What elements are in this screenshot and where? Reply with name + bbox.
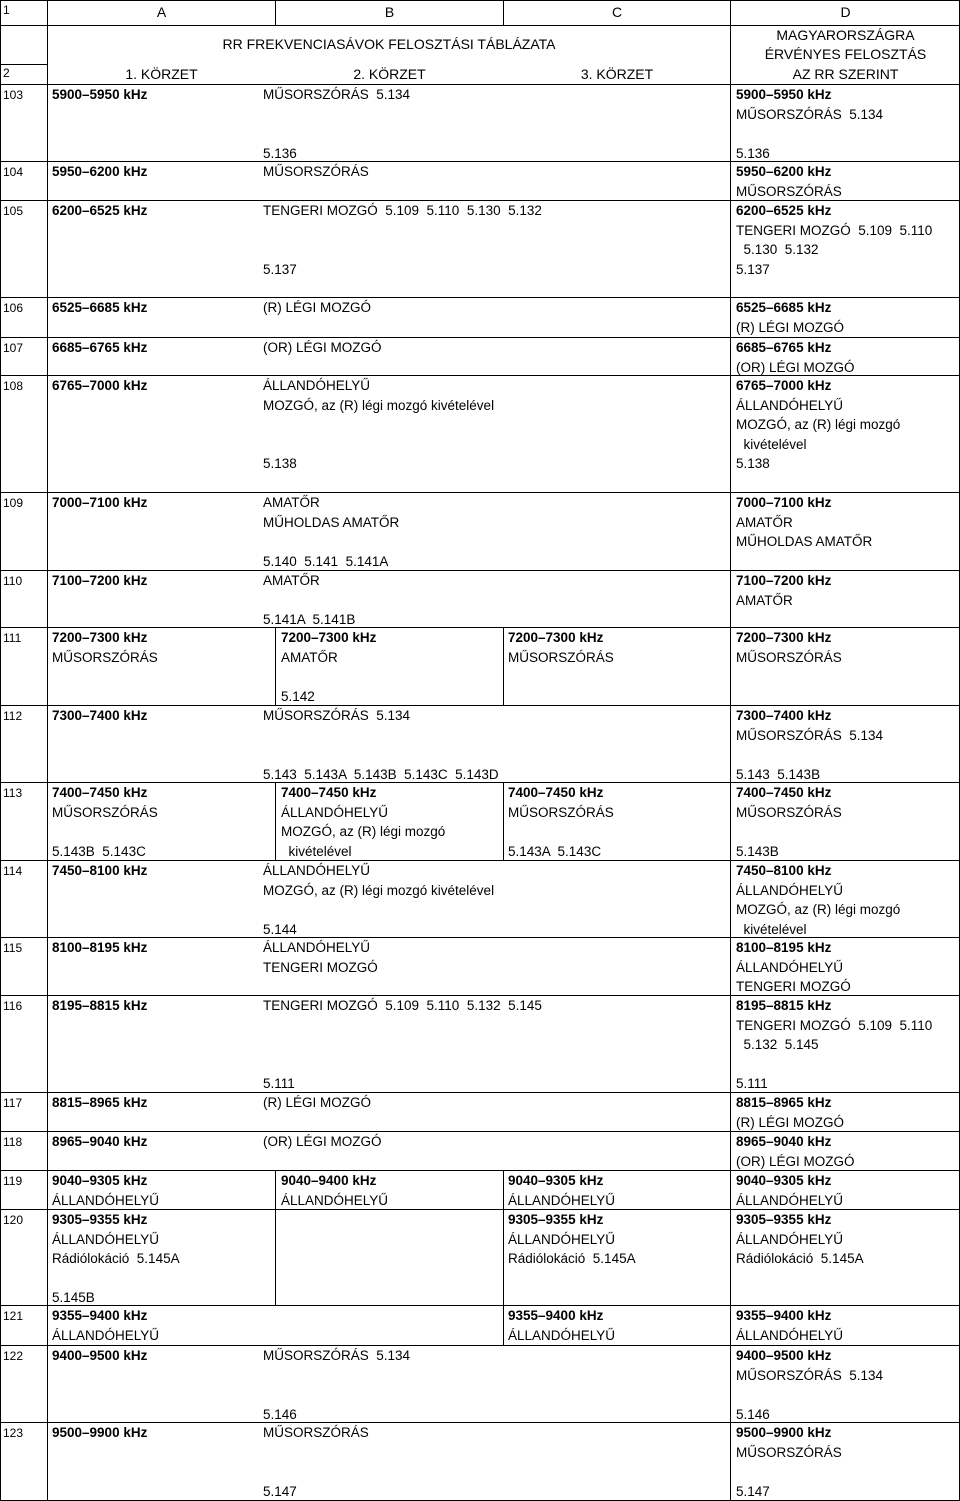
cell-line: MŰHOLDAS AMATŐR	[263, 514, 400, 530]
cell-d	[736, 861, 900, 939]
cell-c	[508, 1306, 615, 1345]
cell-line: MŰSORSZÓRÁS	[508, 649, 614, 665]
row-number: 117	[3, 1096, 23, 1110]
row-number: 119	[3, 1174, 23, 1188]
cell-line: MŰSORSZÓRÁS 5.134	[263, 87, 411, 102]
cell-line	[736, 1385, 883, 1405]
cell-line: 6200–6525 kHz	[736, 203, 832, 218]
table-title: RR FREKVENCIASÁVOK FELOSZTÁSI TÁBLÁZATA	[222, 36, 556, 52]
cell-line: TENGERI MOZGÓ 5.109 5.110	[736, 222, 933, 238]
cell-line: 5.147	[736, 1483, 770, 1499]
cell-line: 6200–6525 kHz	[52, 203, 148, 218]
cell-line: 9040–9305 kHz	[736, 1173, 832, 1188]
row-number: 110	[3, 574, 23, 588]
cell-line	[263, 726, 499, 746]
row-number: 123	[3, 1426, 24, 1440]
cell-line: 5950–6200 kHz	[736, 164, 832, 179]
column-letter-a: A	[156, 4, 167, 20]
cell-b	[263, 996, 542, 1094]
cell-line: 8195–8815 kHz	[736, 998, 832, 1013]
cell-line: ÁLLANDÓHELYŰ	[263, 863, 371, 878]
cell-line: 5.145B	[52, 1290, 95, 1305]
cell-line: 8100–8195 kHz	[52, 940, 148, 955]
cell-line: 5.111	[263, 1076, 295, 1091]
cell-line: ÁLLANDÓHELYŰ	[281, 1192, 389, 1208]
cell-a	[52, 1423, 147, 1443]
cell-line	[263, 1443, 369, 1463]
row-number: 111	[3, 631, 22, 645]
cell-line: 9305–9355 kHz	[736, 1212, 832, 1227]
cell-line: 5900–5950 kHz	[52, 87, 148, 102]
cell-b	[263, 298, 371, 318]
cell-line: 9355–9400 kHz	[52, 1308, 148, 1323]
cell-a	[52, 996, 147, 1016]
cell-line	[52, 1269, 180, 1289]
row-number: 104	[3, 165, 24, 179]
cell-line: 5.147	[263, 1483, 297, 1499]
cell-line: 5.140 5.141 5.141A	[263, 553, 389, 569]
cell-line: 5.144	[263, 921, 297, 937]
row-number: 116	[3, 999, 23, 1013]
cell-line: 7200–7300 kHz	[508, 630, 604, 645]
cell-line: ÁLLANDÓHELYŰ	[736, 397, 844, 413]
cell-line: 5.132 5.145	[736, 1037, 819, 1052]
cell-line: ÁLLANDÓHELYŰ	[281, 804, 389, 820]
cell-line: 5.143B 5.143C	[52, 843, 146, 859]
cell-line: (R) LÉGI MOZGÓ	[736, 319, 844, 335]
cell-d	[736, 338, 855, 377]
cell-line: 7200–7300 kHz	[281, 630, 377, 645]
cell-c	[508, 783, 614, 861]
cell-b	[263, 861, 494, 939]
cell-line	[263, 105, 410, 125]
cell-line: MŰSORSZÓRÁS 5.134	[736, 727, 884, 743]
cell-line: MŰSORSZÓRÁS	[736, 804, 842, 820]
cell-line: 7200–7300 kHz	[736, 630, 832, 645]
cell-line: 9500–9900 kHz	[52, 1425, 148, 1440]
cell-line: 9040–9305 kHz	[52, 1173, 148, 1188]
cell-line	[263, 532, 399, 552]
row-number: 113	[3, 786, 23, 800]
cell-line: AMATŐR	[263, 495, 320, 510]
cell-line: 6765–7000 kHz	[52, 378, 148, 393]
cell-line: ÁLLANDÓHELYŰ	[736, 959, 844, 975]
cell-line: 8815–8965 kHz	[52, 1095, 148, 1110]
cell-line: 8100–8195 kHz	[736, 940, 832, 955]
cell-line: (OR) LÉGI MOZGÓ	[736, 359, 855, 375]
cell-b	[263, 1093, 371, 1113]
cell-line: MOZGÓ, az (R) légi mozgó	[736, 902, 901, 917]
cell-line: 7450–8100 kHz	[52, 863, 148, 878]
cell-line: 9040–9400 kHz	[281, 1173, 377, 1188]
cell-d	[736, 1210, 864, 1269]
cell-b	[263, 938, 378, 977]
cell-line: 5.111	[736, 1076, 768, 1091]
cell-b	[263, 1423, 369, 1501]
cell-d	[736, 571, 831, 610]
row-number: 107	[3, 341, 24, 355]
cell-line: 5.136	[736, 145, 770, 161]
cell-line: 6765–7000 kHz	[736, 378, 832, 393]
cell-b	[263, 1346, 410, 1424]
zone-1-header: 1. KÖRZET	[125, 66, 198, 82]
cell-line: 7400–7450 kHz	[736, 785, 832, 800]
row-number: 115	[3, 941, 23, 955]
cell-a	[52, 1346, 147, 1366]
cell-line: 9355–9400 kHz	[736, 1308, 832, 1323]
cell-d	[736, 706, 883, 784]
cell-line: kivételével	[736, 436, 807, 452]
cell-line	[52, 822, 158, 842]
row-number: 120	[3, 1213, 24, 1227]
cell-line: TENGERI MOZGÓ 5.109 5.110 5.132 5.145	[263, 998, 542, 1013]
cell-line: ÁLLANDÓHELYŰ	[52, 1327, 160, 1343]
row-number: 106	[3, 301, 24, 315]
cell-b	[263, 571, 355, 630]
cell-a	[52, 861, 147, 881]
cell-line: 5.137	[736, 261, 770, 277]
cell-d	[736, 628, 842, 667]
cell-d	[736, 1132, 855, 1171]
cell-line: 7450–8100 kHz	[736, 863, 832, 878]
cell-a	[52, 571, 147, 591]
cell-line	[263, 1385, 410, 1405]
cell-line	[263, 221, 542, 241]
cell-line	[263, 124, 410, 144]
cell-line: Rádiólokáció 5.145A	[52, 1251, 180, 1266]
cell-d	[736, 493, 872, 552]
cell-line: 7300–7400 kHz	[736, 708, 832, 723]
cell-line: 5.143B	[736, 843, 779, 859]
cell-line: 5.143 5.143A 5.143B 5.143C 5.143D	[263, 766, 499, 782]
cell-line: ÁLLANDÓHELYŰ	[736, 1327, 844, 1343]
cell-line: 5.146	[736, 1406, 770, 1422]
cell-b	[263, 493, 399, 571]
cell-line: 9500–9900 kHz	[736, 1425, 832, 1440]
cell-c	[508, 1171, 615, 1210]
cell-line: 7100–7200 kHz	[52, 573, 148, 588]
cell-line: 8965–9040 kHz	[736, 1134, 832, 1149]
cell-line: MOZGÓ, az (R) légi mozgó kivételével	[263, 397, 495, 413]
header-row-2-number: 2	[3, 66, 10, 80]
cell-line: 5.143A 5.143C	[508, 843, 602, 859]
cell-b	[263, 706, 499, 784]
cell-a	[52, 1210, 180, 1308]
cell-line: TENGERI MOZGÓ 5.109 5.110	[736, 1017, 933, 1033]
cell-a	[52, 201, 147, 221]
cell-line	[263, 1055, 542, 1075]
row-number: 114	[3, 864, 23, 878]
cell-b	[263, 376, 494, 474]
cell-line	[263, 1016, 542, 1036]
cell-line: 5.143 5.143B	[736, 766, 821, 782]
cell-line: 5950–6200 kHz	[52, 164, 148, 179]
cell-line: MŰSORSZÓRÁS 5.134	[263, 1348, 411, 1363]
cell-line: 5.141A 5.141B	[263, 612, 356, 627]
cell-line	[263, 745, 499, 765]
cell-line	[263, 240, 542, 260]
cell-line: MŰHOLDAS AMATŐR	[736, 534, 873, 549]
cell-c	[508, 628, 614, 667]
cell-d	[736, 1346, 883, 1424]
cell-line: MOZGÓ, az (R) légi mozgó	[736, 417, 901, 432]
cell-line: 5.146	[263, 1406, 297, 1422]
cell-a	[52, 1171, 159, 1210]
cell-line: TENGERI MOZGÓ 5.109 5.110 5.130 5.132	[263, 203, 542, 218]
cell-line: (OR) LÉGI MOZGÓ	[263, 340, 382, 355]
cell-line: 9400–9500 kHz	[736, 1348, 832, 1363]
cell-line: AMATŐR	[263, 573, 320, 588]
cell-line	[263, 1462, 369, 1482]
cell-line: 6525–6685 kHz	[736, 300, 832, 315]
cell-line	[263, 435, 494, 455]
cell-line: TENGERI MOZGÓ	[736, 979, 851, 994]
cell-line: 5.137	[263, 261, 297, 277]
cell-line: 8965–9040 kHz	[52, 1134, 148, 1149]
cell-line: 8815–8965 kHz	[736, 1095, 832, 1110]
cell-line: (R) LÉGI MOZGÓ	[263, 1095, 371, 1110]
cell-line: MŰSORSZÓRÁS	[52, 804, 158, 820]
cell-line: MŰSORSZÓRÁS	[52, 649, 158, 665]
cell-line: ÁLLANDÓHELYŰ	[508, 1231, 616, 1247]
cell-line: (R) LÉGI MOZGÓ	[736, 1114, 844, 1130]
cell-line: ÁLLANDÓHELYŰ	[736, 882, 844, 898]
cell-c	[508, 1210, 636, 1269]
cell-line: MŰSORSZÓRÁS 5.134	[736, 1367, 884, 1383]
cell-b2	[281, 1171, 388, 1210]
row-number: 108	[3, 379, 24, 393]
cell-line: Rádiólokáció 5.145A	[736, 1251, 864, 1266]
cell-line: 7000–7100 kHz	[736, 495, 832, 510]
cell-a	[52, 162, 147, 182]
cell-d	[736, 1093, 844, 1132]
column-letter-c: C	[611, 4, 623, 20]
cell-line: AMATŐR	[736, 592, 793, 608]
cell-line: kivételével	[281, 843, 352, 859]
cell-line: 7000–7100 kHz	[52, 495, 148, 510]
cell-a	[52, 298, 147, 318]
cell-line: 7100–7200 kHz	[736, 573, 832, 588]
cell-d	[736, 85, 883, 163]
cell-line: 7300–7400 kHz	[52, 708, 148, 723]
cell-line: ÁLLANDÓHELYŰ	[508, 1327, 616, 1343]
cell-b2	[281, 628, 376, 706]
cell-line	[736, 745, 883, 765]
row-number: 121	[3, 1309, 24, 1323]
cell-a	[52, 376, 147, 396]
cell-line: 7400–7450 kHz	[52, 785, 148, 800]
cell-a	[52, 628, 158, 667]
cell-line: ÁLLANDÓHELYŰ	[736, 1192, 844, 1208]
cell-a	[52, 938, 147, 958]
cell-line: MŰSORSZÓRÁS	[508, 804, 614, 820]
cell-line: ÁLLANDÓHELYŰ	[52, 1192, 160, 1208]
row-number: 109	[3, 496, 24, 510]
header-row-1-number: 1	[3, 3, 10, 17]
cell-line: MOZGÓ, az (R) légi mozgó	[281, 824, 446, 839]
cell-line: (OR) LÉGI MOZGÓ	[736, 1153, 855, 1169]
row-number: 103	[3, 88, 24, 102]
cell-line: MŰSORSZÓRÁS 5.134	[736, 106, 884, 122]
cell-line: kivételével	[736, 921, 807, 937]
cell-line: MOZGÓ, az (R) légi mozgó kivételével	[263, 882, 495, 898]
cell-line: AMATŐR	[281, 649, 338, 665]
cell-line: (R) LÉGI MOZGÓ	[263, 300, 371, 315]
cell-line: MŰSORSZÓRÁS 5.134	[263, 708, 411, 723]
cell-a	[52, 1306, 159, 1345]
cell-line: 5.138	[263, 456, 297, 471]
cell-d	[736, 996, 932, 1094]
cell-line	[263, 415, 494, 435]
cell-line: ÁLLANDÓHELYŰ	[52, 1231, 160, 1247]
cell-line	[736, 1055, 932, 1075]
zone-3-header: 3. KÖRZET	[580, 66, 654, 82]
row-number: 118	[3, 1135, 23, 1149]
cell-d	[736, 1306, 843, 1345]
cell-line: ÁLLANDÓHELYŰ	[263, 378, 371, 393]
column-letter-d: D	[840, 4, 851, 20]
cell-line	[508, 822, 614, 842]
cell-d	[736, 1171, 843, 1210]
cell-line: ÁLLANDÓHELYŰ	[508, 1192, 616, 1208]
cell-d	[736, 1423, 842, 1501]
cell-d	[736, 938, 851, 997]
cell-a	[52, 493, 147, 513]
cell-line: Rádiólokáció 5.145A	[508, 1251, 636, 1266]
cell-line: 5.142	[281, 688, 315, 704]
cell-line: 5.136	[263, 145, 297, 161]
row-number: 105	[3, 204, 24, 218]
cell-line: TENGERI MOZGÓ	[263, 959, 378, 975]
cell-b	[263, 201, 542, 279]
cell-line	[263, 1035, 542, 1055]
cell-b2	[281, 783, 445, 861]
cell-line: 9355–9400 kHz	[508, 1308, 604, 1323]
cell-line: 6525–6685 kHz	[52, 300, 148, 315]
cell-line	[263, 591, 355, 611]
hungary-title-line-2: ÉRVÉNYES FELOSZTÁS	[764, 46, 927, 62]
cell-line: 5900–5950 kHz	[736, 87, 832, 102]
cell-line: AMATŐR	[736, 514, 793, 530]
cell-line	[263, 900, 494, 920]
cell-b	[263, 162, 369, 182]
cell-d	[736, 201, 932, 279]
cell-line: ÁLLANDÓHELYŰ	[736, 1231, 844, 1247]
cell-d	[736, 162, 842, 201]
zone-2-header: 2. KÖRZET	[353, 66, 426, 82]
cell-line: 9305–9355 kHz	[508, 1212, 604, 1227]
cell-b	[263, 1132, 382, 1152]
cell-line: 6685–6765 kHz	[52, 340, 148, 355]
cell-line: (OR) LÉGI MOZGÓ	[263, 1134, 382, 1149]
cell-d	[736, 298, 844, 337]
cell-line: ÁLLANDÓHELYŰ	[263, 940, 371, 955]
cell-d	[736, 376, 900, 474]
cell-d	[736, 783, 842, 861]
cell-a	[52, 338, 147, 358]
cell-line	[263, 1366, 410, 1386]
cell-line: MŰSORSZÓRÁS	[736, 1444, 842, 1460]
column-letter-b: B	[384, 4, 395, 20]
rr-zone-header: AZ RR SZERINT	[792, 66, 899, 82]
cell-line: MŰSORSZÓRÁS	[736, 183, 842, 199]
cell-line	[281, 667, 376, 687]
cell-line: 9400–9500 kHz	[52, 1348, 148, 1363]
cell-line: MŰSORSZÓRÁS	[736, 649, 842, 665]
row-number: 122	[3, 1349, 24, 1363]
cell-a	[52, 783, 158, 861]
cell-line: 9040–9305 kHz	[508, 1173, 604, 1188]
cell-line	[736, 124, 883, 144]
hungary-title-line-1: MAGYARORSZÁGRA	[776, 27, 915, 43]
cell-line: 7200–7300 kHz	[52, 630, 148, 645]
cell-line: 9305–9355 kHz	[52, 1212, 148, 1227]
cell-a	[52, 1093, 147, 1113]
cell-a	[52, 85, 147, 105]
cell-line: 7400–7450 kHz	[281, 785, 377, 800]
cell-line: 5.130 5.132	[736, 242, 819, 257]
row-number: 112	[3, 709, 23, 723]
cell-line: MŰSORSZÓRÁS	[263, 1425, 369, 1440]
cell-line: MŰSORSZÓRÁS	[263, 164, 369, 179]
cell-b	[263, 338, 382, 358]
cell-line	[736, 822, 842, 842]
cell-line: 5.138	[736, 456, 770, 471]
cell-line: 6685–6765 kHz	[736, 340, 832, 355]
cell-line: 7400–7450 kHz	[508, 785, 604, 800]
cell-a	[52, 1132, 147, 1152]
cell-a	[52, 706, 147, 726]
cell-b	[263, 85, 410, 163]
cell-line	[736, 1462, 842, 1482]
cell-line: 8195–8815 kHz	[52, 998, 148, 1013]
